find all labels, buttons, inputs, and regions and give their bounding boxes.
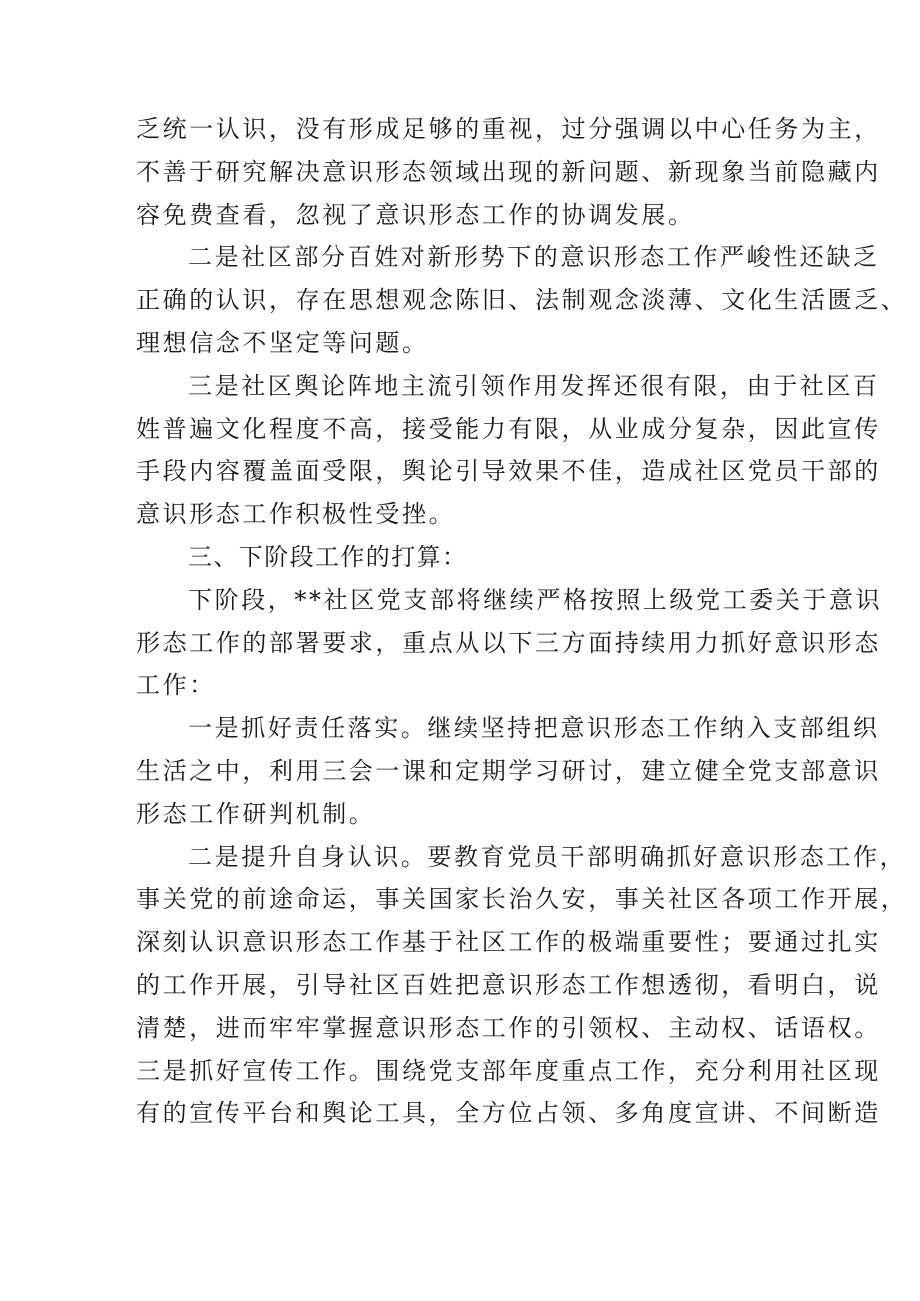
text-line: 深刻认识意识形态工作基于社区工作的极端重要性；要通过扎实 [136,928,881,957]
text-line: 的工作开展，引导社区百姓把意识形态工作想透彻，看明白，说 [136,970,881,999]
text-line: 二是社区部分百姓对新形势下的意识形态工作严峻性还缺乏 [188,243,880,272]
text-line: 形态工作研判机制。 [136,799,376,828]
text-line: 二是提升自身认识。要教育党员干部明确抓好意识形态工作， [188,842,907,871]
text-line: 不善于研究解决意识形态领域出现的新问题、新现象当前隐藏内 [136,157,881,186]
section-heading: 三、下阶段工作的打算： [188,542,468,571]
text-line: 清楚，进而牢牢掌握意识形态工作的引领权、主动权、话语权。 [136,1013,881,1042]
text-line: 事关党的前途命运，事关国家长治久安，事关社区各项工作开展， [136,885,908,914]
text-line: 三是社区舆论阵地主流引领作用发挥还很有限，由于社区百 [188,371,880,400]
text-line: 三是抓好宣传工作。围绕党支部年度重点工作，充分利用社区现 [136,1056,881,1085]
text-line: 乏统一认识，没有形成足够的重视，过分强调以中心任务为主， [136,115,881,143]
text-line: 手段内容覆盖面受限，舆论引导效果不佳，造成社区党员干部的 [136,457,881,486]
text-line: 形态工作的部署要求，重点从以下三方面持续用力抓好意识形态 [136,628,881,657]
text-line: 理想信念不坚定等问题。 [136,328,429,357]
document-body [136,108,908,1135]
text-line: 意识形态工作积极性受挫。 [136,500,456,529]
text-line: 生活之中，利用三会一课和定期学习研讨，建立健全党支部意识 [136,756,881,785]
text-line: 一是抓好责任落实。继续坚持把意识形态工作纳入支部组织 [188,714,880,743]
text-line: 下阶段，**社区党支部将继续严格按照上级党工委关于意识 [188,585,883,614]
text-line: 有的宣传平台和舆论工具，全方位占领、多角度宣讲、不间断造 [136,1099,881,1128]
text-line: 工作： [136,671,216,700]
text-line: 正确的认识，存在思想观念陈旧、法制观念淡薄、文化生活匮乏、 [136,286,908,315]
text-line: 容免费查看，忽视了意识形态工作的协调发展。 [136,200,695,229]
text-line: 姓普遍文化程度不高，接受能力有限，从业成分复杂，因此宣传 [136,414,881,443]
